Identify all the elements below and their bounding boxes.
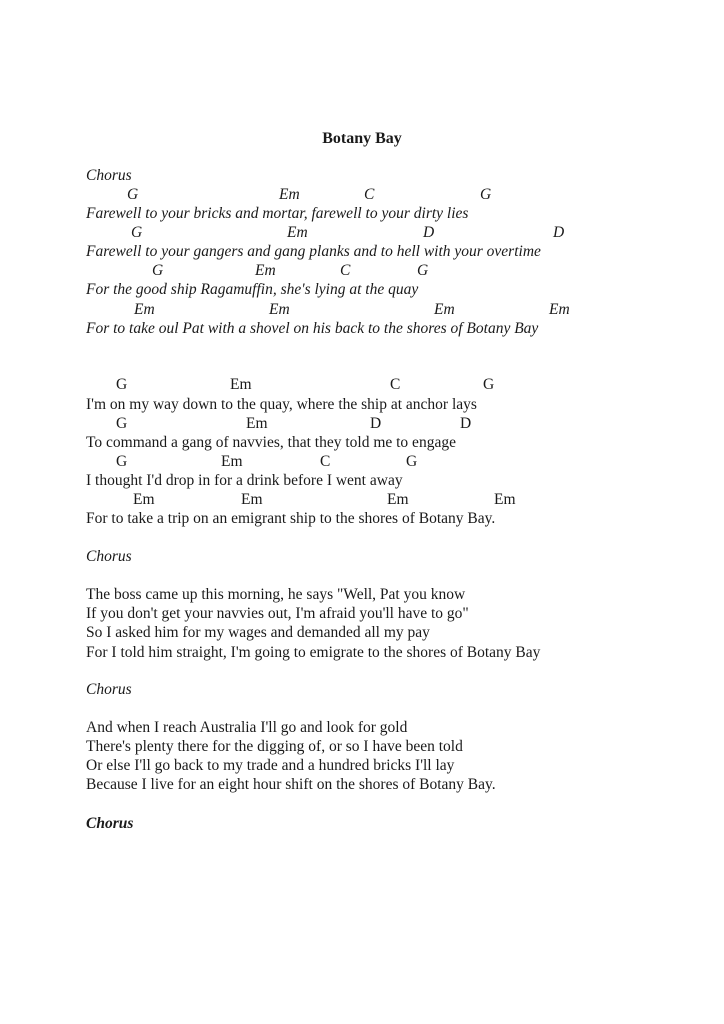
chorus-reference: Chorus bbox=[86, 681, 132, 698]
verse-lyric-line: For to take a trip on an emigrant ship to the shores of Botany Bay. bbox=[86, 510, 496, 527]
chord: C bbox=[390, 376, 401, 393]
chord: C bbox=[340, 262, 351, 279]
chord: G bbox=[483, 376, 495, 393]
chord: G bbox=[127, 186, 139, 203]
chord: Em bbox=[434, 301, 455, 318]
verse-lyric-line: The boss came up this morning, he says "Well, Pat you know bbox=[86, 586, 466, 603]
chord: Em bbox=[287, 224, 308, 241]
chord: Em bbox=[241, 491, 263, 508]
verse-lyric-line: And when I reach Australia I'll go and look for gold bbox=[86, 719, 408, 736]
verse-lyric-line: To command a gang of navvies, that they told me to engage bbox=[86, 434, 456, 451]
chord: G bbox=[116, 415, 128, 432]
chord: G bbox=[116, 376, 128, 393]
verse-lyric-line: So I asked him for my wages and demanded all my pay bbox=[86, 624, 430, 641]
chord: Em bbox=[221, 453, 243, 470]
chord: C bbox=[364, 186, 375, 203]
chord: D bbox=[423, 224, 435, 241]
chorus-reference: Chorus bbox=[86, 815, 134, 832]
chord: Em bbox=[230, 376, 252, 393]
chord: G bbox=[406, 453, 418, 470]
chorus-lyric-line: For to take oul Pat with a shovel on his back to the shores of Botany Bay bbox=[86, 320, 539, 337]
chord: G bbox=[116, 453, 128, 470]
song-title: Botany Bay bbox=[322, 130, 402, 147]
chorus-reference: Chorus bbox=[86, 548, 132, 565]
chorus-lyric-line: For the good ship Ragamuffin, she's lying at the quay bbox=[86, 281, 419, 298]
chord: Em bbox=[549, 301, 570, 318]
chorus-label: Chorus bbox=[86, 167, 132, 184]
chord: G bbox=[480, 186, 492, 203]
verse-lyric-line: I thought I'd drop in for a drink before I went away bbox=[86, 472, 403, 489]
chord: Em bbox=[134, 301, 155, 318]
verse-lyric-line: I'm on my way down to the quay, where the ship at anchor lays bbox=[86, 396, 477, 413]
chord: C bbox=[320, 453, 331, 470]
chord: D bbox=[370, 415, 382, 432]
chord: Em bbox=[279, 186, 300, 203]
verse-lyric-line: There's plenty there for the digging of, or so I have been told bbox=[86, 738, 463, 755]
verse-lyric-line: Or else I'll go back to my trade and a hundred bricks I'll lay bbox=[86, 757, 455, 774]
chord: G bbox=[131, 224, 143, 241]
chorus-lyric-line: Farewell to your gangers and gang planks and to hell with your overtime bbox=[86, 243, 541, 260]
chord: Em bbox=[269, 301, 290, 318]
chord: D bbox=[553, 224, 565, 241]
chord: Em bbox=[494, 491, 516, 508]
chord: G bbox=[152, 262, 164, 279]
chord: Em bbox=[133, 491, 155, 508]
chord: G bbox=[417, 262, 429, 279]
chord: Em bbox=[255, 262, 276, 279]
chord: Em bbox=[246, 415, 268, 432]
chord: Em bbox=[387, 491, 409, 508]
chorus-lyric-line: Farewell to your bricks and mortar, farewell to your dirty lies bbox=[86, 205, 469, 222]
chord: D bbox=[460, 415, 472, 432]
verse-lyric-line: For I told him straight, I'm going to emigrate to the shores of Botany Bay bbox=[86, 644, 541, 661]
verse-lyric-line: Because I live for an eight hour shift on the shores of Botany Bay. bbox=[86, 776, 496, 793]
verse-lyric-line: If you don't get your navvies out, I'm afraid you'll have to go" bbox=[86, 605, 469, 622]
